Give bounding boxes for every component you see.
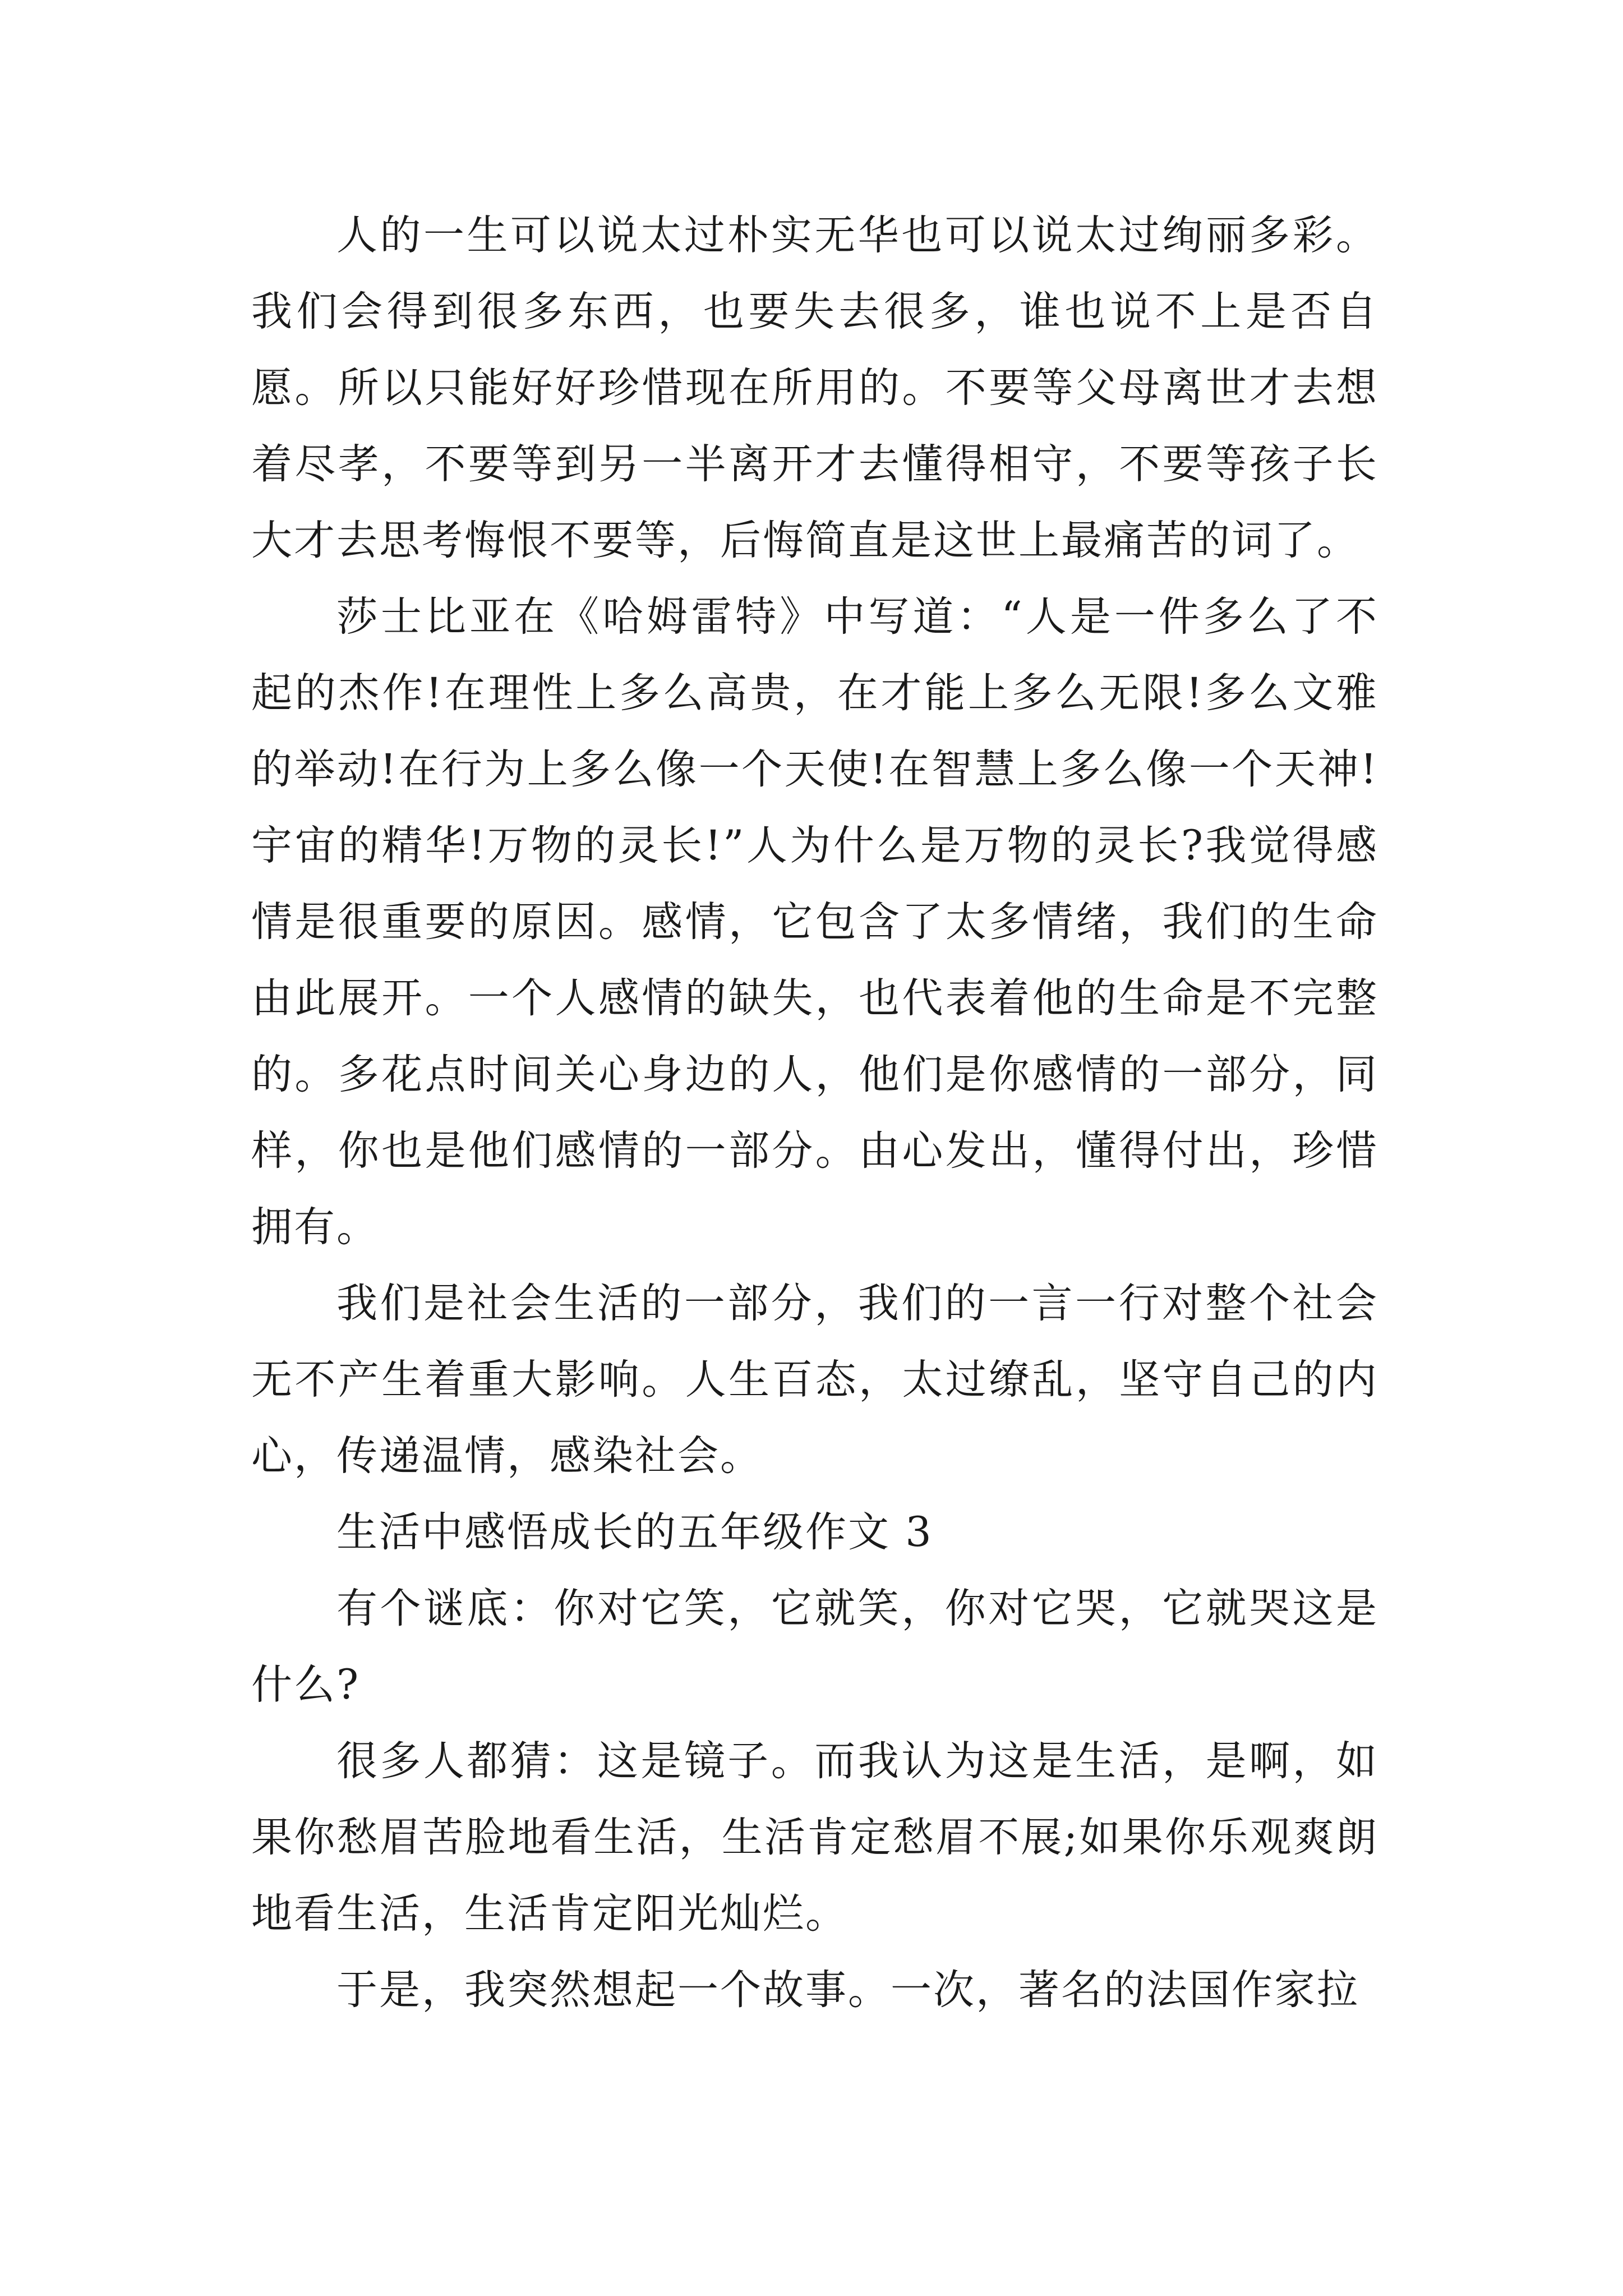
document-body [251,197,1378,2028]
paragraph-1: 人的一生可以说太过朴实无华也可以说太过绚丽多彩。我们会得到很多东西，也要失去很多，谁也说不上是否自愿。所以只能好好珍惜现在所用的。不要等父母离世才去想着尽孝，不要等到另一半离开才去懂得相守，不要等孩子长大才去思考悔恨不要等，后悔简直是这世上最痛苦的词了。 [251,211,1378,564]
paragraph-4: 有个谜底：你对它笑，它就笑，你对它哭，它就哭这是什么? [251,1585,1378,1709]
paragraph-5: 很多人都猜：这是镜子。而我认为这是生活，是啊，如果你愁眉苦脸地看生活，生活肯定愁眉不展;如果你乐观爽朗地看生活，生活肯定阳光灿烂。 [251,1737,1378,1938]
section-title: 生活中感悟成长的五年级作文 3 [336,1508,933,1556]
paragraph-3: 我们是社会生活的一部分，我们的一言一行对整个社会无不产生着重大影响。人生百态，太过缭乱，坚守自己的内心，传递温情，感染社会。 [251,1280,1378,1480]
paragraph-6: 于是，我突然想起一个故事。一次，著名的法国作家拉 [336,1966,1359,2014]
paragraph-2: 莎士比亚在《哈姆雷特》中写道：“人是一件多么了不起的杰作!在理性上多么高贵，在才能上多么无限!多么文雅的举动!在行为上多么像一个天使!在智慧上多么像一个天神!宇宙的精华!万物的灵长!”人为什么是万物的灵长?我觉得感情是很重要的原因。感情，它包含了太多情绪，我们的生命由此展开。一个人感情的缺失，也代表着他的生命是不完整的。多花点时间关心身边的人，他们是你感情的一部分，同样，你也是他们感情的一部分。由心发出，懂得付出，珍惜拥有。 [251,593,1378,1251]
